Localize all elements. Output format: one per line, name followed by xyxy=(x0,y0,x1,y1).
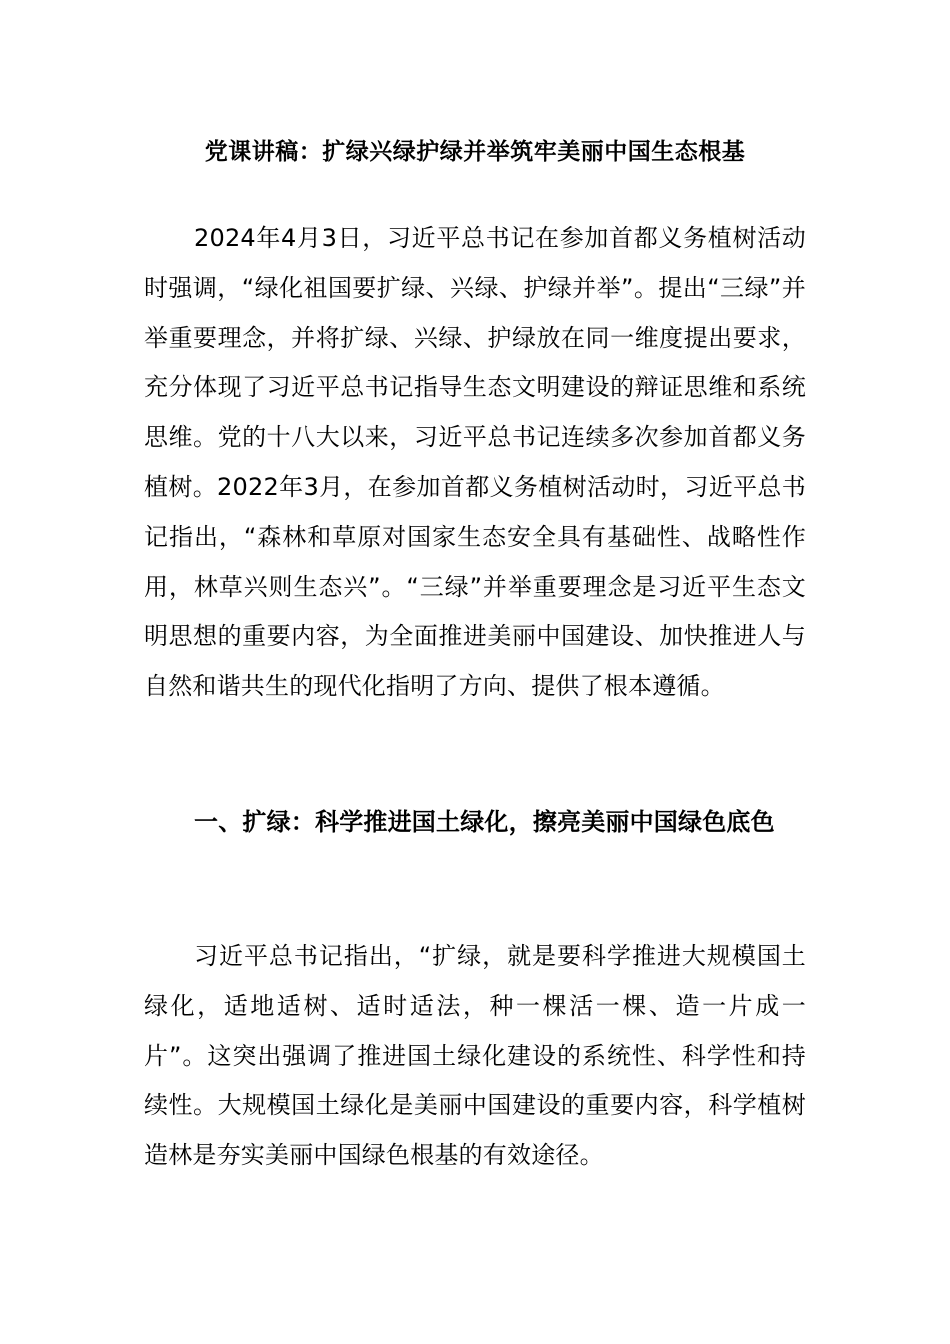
body-paragraph: 2024年4月3日，习近平总书记在参加首都义务植树活动时强调，“绿化祖国要扩绿、兴绿、护绿并举”。提出“三绿”并举重要理念，并将扩绿、兴绿、护绿放在同一维度提出要求，充分体现了习近平总书记指导生态文明建设的辩证思维和系统思维。党的十八大以来，习近平总书记连续多次参加首都义务植树。2022年3月，在参加首都义务植树活动时，习近平总书记指出，“森林和草原对国家生态安全具有基础性、战略性作用，林草兴则生态兴”。“三绿”并举重要理念是习近平生态文明思想的重要内容，为全面推进美丽中国建设、加快推进人与自然和谐共生的现代化指明了方向、提供了根本遵循。 xyxy=(144,224,806,701)
body-paragraph: 习近平总书记指出，“扩绿，就是要科学推进大规模国土绿化，适地适树、适时适法，种一棵活一棵、造一片成一片”。这突出强调了推进国土绿化建设的系统性、科学性和持续性。大规模国土绿化是美丽中国建设的重要内容，科学植树造林是夯实美丽中国绿色根基的有效途径。 xyxy=(144,942,806,1170)
section-heading: 一、扩绿：科学推进国土绿化，擦亮美丽中国绿色底色 xyxy=(194,808,775,836)
document-title: 党课讲稿：扩绿兴绿护绿并举筑牢美丽中国生态根基 xyxy=(204,139,746,165)
